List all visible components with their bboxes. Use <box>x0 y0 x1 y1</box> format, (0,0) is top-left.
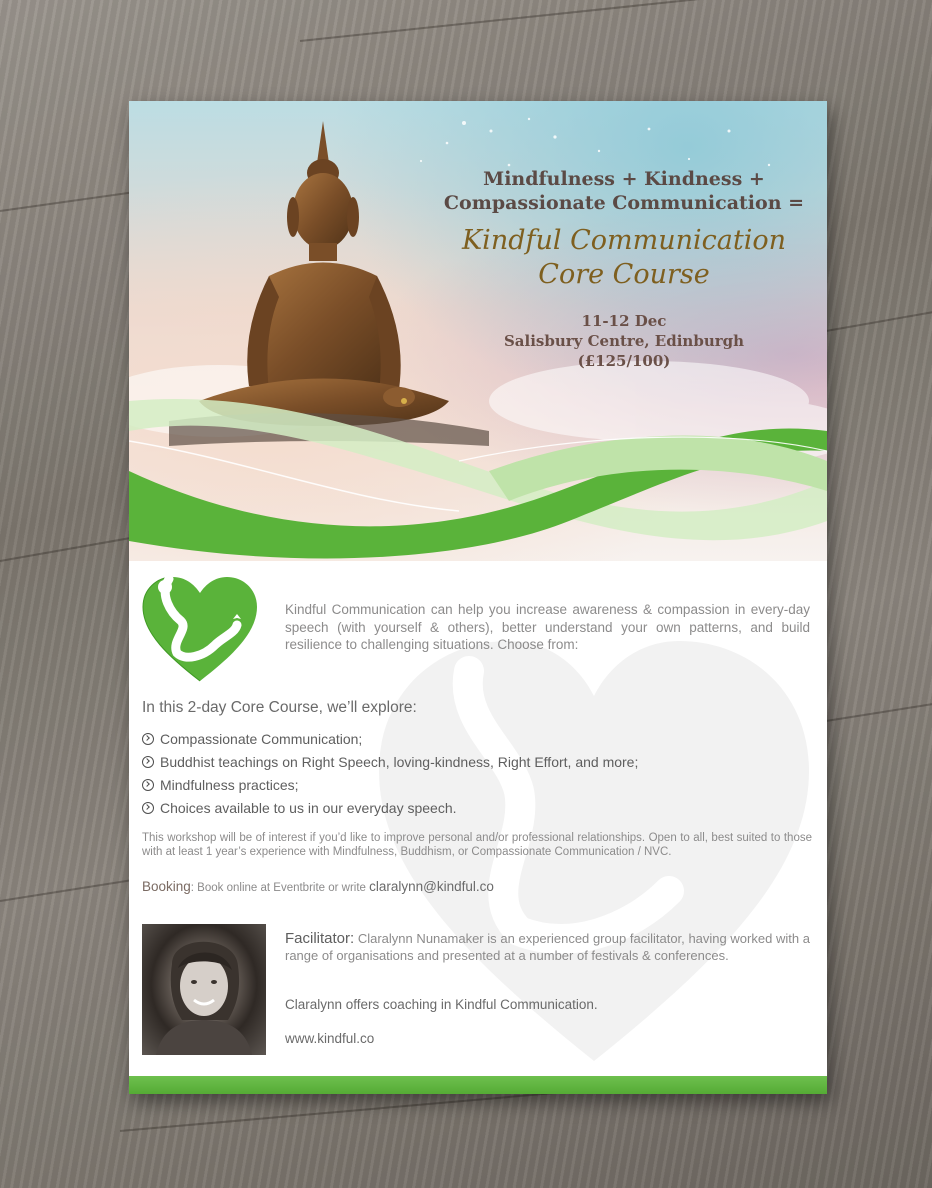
event-venue: Salisbury Centre, Edinburgh <box>503 332 745 350</box>
audience-note: This workshop will be of interest if you’d like to improve personal and/or professional relationships. Open to all, best suited to those with at least 1 year’s experience with Mindfulness, Buddhism, or Compassionate Communication / NVC. <box>142 832 812 858</box>
course-title-line-1: Kindful Communication <box>462 225 786 256</box>
flyer-page <box>129 101 827 1094</box>
website-link[interactable]: www.kindful.co <box>285 1031 375 1046</box>
wood-grain <box>0 191 139 212</box>
intro-paragraph: Kindful Communication can help you increase awareness & compassion in every-day speech (with yourself & others), better understand your own patterns, and build resilience to challenging situations. Choose from: <box>285 602 810 652</box>
coaching-note: Claralynn offers coaching in Kindful Communication. <box>285 997 598 1012</box>
circle-chevron-right-icon <box>142 779 154 791</box>
event-dates: 11-12 Dec <box>581 312 667 330</box>
facilitator-bio <box>285 931 810 964</box>
list-item-text: Choices available to us in our everyday speech. <box>160 799 457 816</box>
booking-email-link[interactable]: claralynn@kindful.co <box>369 879 494 894</box>
list-item <box>142 727 638 750</box>
list-item-text: Buddhist teachings on Right Speech, loving-kindness, Right Effort, and more; <box>160 753 639 770</box>
wood-grain <box>300 0 897 42</box>
circle-chevron-right-icon <box>142 733 154 745</box>
booking-line <box>142 879 494 894</box>
booking-label: Booking <box>142 879 191 894</box>
list-item-text: Mindfulness practices; <box>160 776 299 793</box>
booking-text: : Book online at Eventbrite or write <box>190 882 370 894</box>
wood-grain <box>0 536 138 562</box>
wood-grain <box>826 703 932 722</box>
course-title <box>429 224 819 292</box>
list-item-text: Compassionate Communication; <box>160 730 363 747</box>
circle-chevron-right-icon <box>142 756 154 768</box>
hero-banner <box>129 101 827 561</box>
headline <box>429 167 819 215</box>
topics-list <box>142 727 638 819</box>
explore-heading: In this 2-day Core Course, we’ll explore: <box>142 699 417 716</box>
headline-line-1: Mindfulness + Kindness + <box>483 168 765 190</box>
wood-grain <box>0 878 138 902</box>
headline-line-2: Compassionate Communication = <box>443 192 805 214</box>
sparkles-decoration <box>420 118 770 167</box>
facilitator-photo <box>142 924 266 1055</box>
list-item <box>142 773 638 796</box>
list-item <box>142 750 638 773</box>
facilitator-label: Facilitator: <box>285 930 355 947</box>
wood-grain <box>826 311 932 332</box>
footer-bar <box>129 1076 827 1094</box>
list-item <box>142 796 638 819</box>
heart-meditation-logo-icon <box>141 575 259 685</box>
facilitator-bio-text: Claralynn Nunamaker is an experienced group facilitator, having worked with a range of organisations and presented at a number of festivals & conferences. <box>285 931 810 963</box>
portrait-image <box>142 924 266 1055</box>
circle-chevron-right-icon <box>142 802 154 814</box>
event-details <box>459 311 789 371</box>
event-price: (£125/100) <box>577 352 671 370</box>
course-title-line-2: Core Course <box>538 259 710 290</box>
